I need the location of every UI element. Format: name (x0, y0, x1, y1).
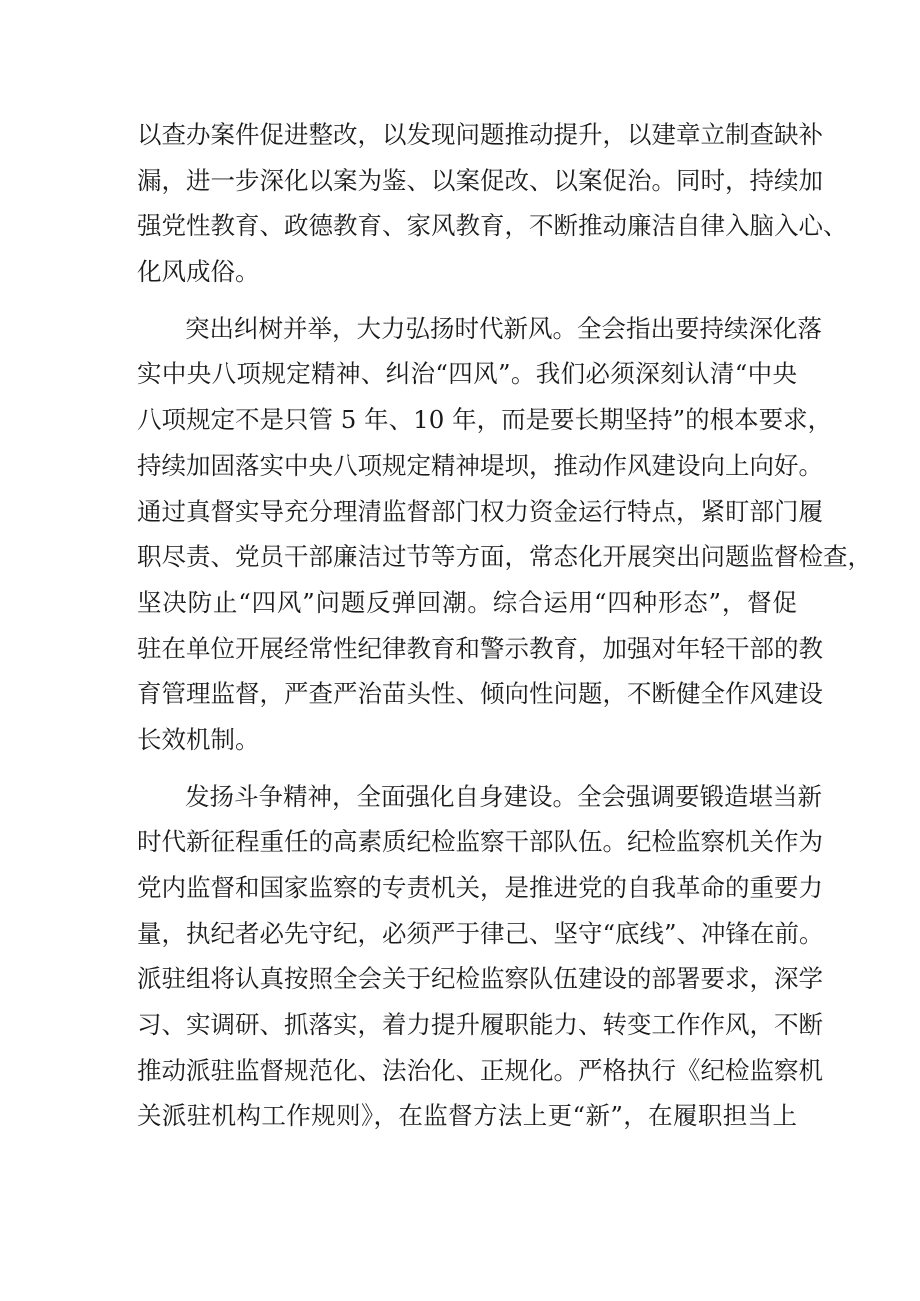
text-line-10: 职尽责、党员干部廉洁过节等方面，常态化开展突出问题监督检查， (137, 542, 872, 571)
text-line-3: 强党性教育、政德教育、家风教育，不断推动廉洁自律入脑入心、 (137, 211, 848, 240)
text-line-8: 持续加固落实中央八项规定精神堤坝，推动作风建设向上向好。 (137, 451, 823, 480)
text-line-4: 化风成俗。 (137, 257, 260, 286)
text-line-2: 漏，进一步深化以案为鉴、以案促改、以案促治。同时，持续加 (137, 166, 823, 195)
paragraph-heading-2: 发扬斗争精神，全面强化自身建设。全会强调要锻造堪当新 (185, 782, 822, 811)
text-line-21: 推动派驻监督规范化、法治化、正规化。严格执行《纪检监察机 (137, 1056, 823, 1085)
text-line-9: 通过真督实导充分理清监督部门权力资金运行特点，紧盯部门履 (137, 497, 823, 526)
text-line-17: 党内监督和国家监察的专责机关，是推进党的自我革命的重要力 (137, 873, 823, 902)
text-line-14: 长效机制。 (137, 725, 260, 754)
paragraph-heading-1: 突出纠树并举，大力弘扬时代新风。全会指出要持续深化落 (185, 314, 822, 343)
text-line-16: 时代新征程重任的高素质纪检监察干部队伍。纪检监察机关作为 (137, 827, 823, 856)
text-line-18: 量，执纪者必先守纪，必须严于律己、坚守“底线”、冲锋在前。 (137, 919, 824, 948)
text-line-12: 驻在单位开展经常性纪律教育和警示教育，加强对年轻干部的教 (137, 634, 823, 663)
text-line-22: 关派驻机构工作规则》，在监督方法上更“新”，在履职担当上 (137, 1101, 797, 1130)
text-line-6: 实中央八项规定精神、纠治“四风”。我们必须深刻认清“中央 (137, 359, 797, 388)
text-line-7: 八项规定不是只管 5 年、10 年，而是要长期坚持”的根本要求， (137, 405, 833, 434)
text-line-20: 习、实调研、抓落实，着力提升履职能力、转变工作作风，不断 (137, 1010, 823, 1039)
text-line-13: 育管理监督，严查严治苗头性、倾向性问题，不断健全作风建设 (137, 679, 823, 708)
text-line-19: 派驻组将认真按照全会关于纪检监察队伍建设的部署要求，深学 (137, 964, 823, 993)
text-line-1: 以查办案件促进整改，以发现问题推动提升，以建章立制查缺补 (137, 120, 823, 149)
text-line-11: 坚决防止“四风”问题反弹回潮。综合运用“四种形态”，督促 (137, 588, 797, 617)
